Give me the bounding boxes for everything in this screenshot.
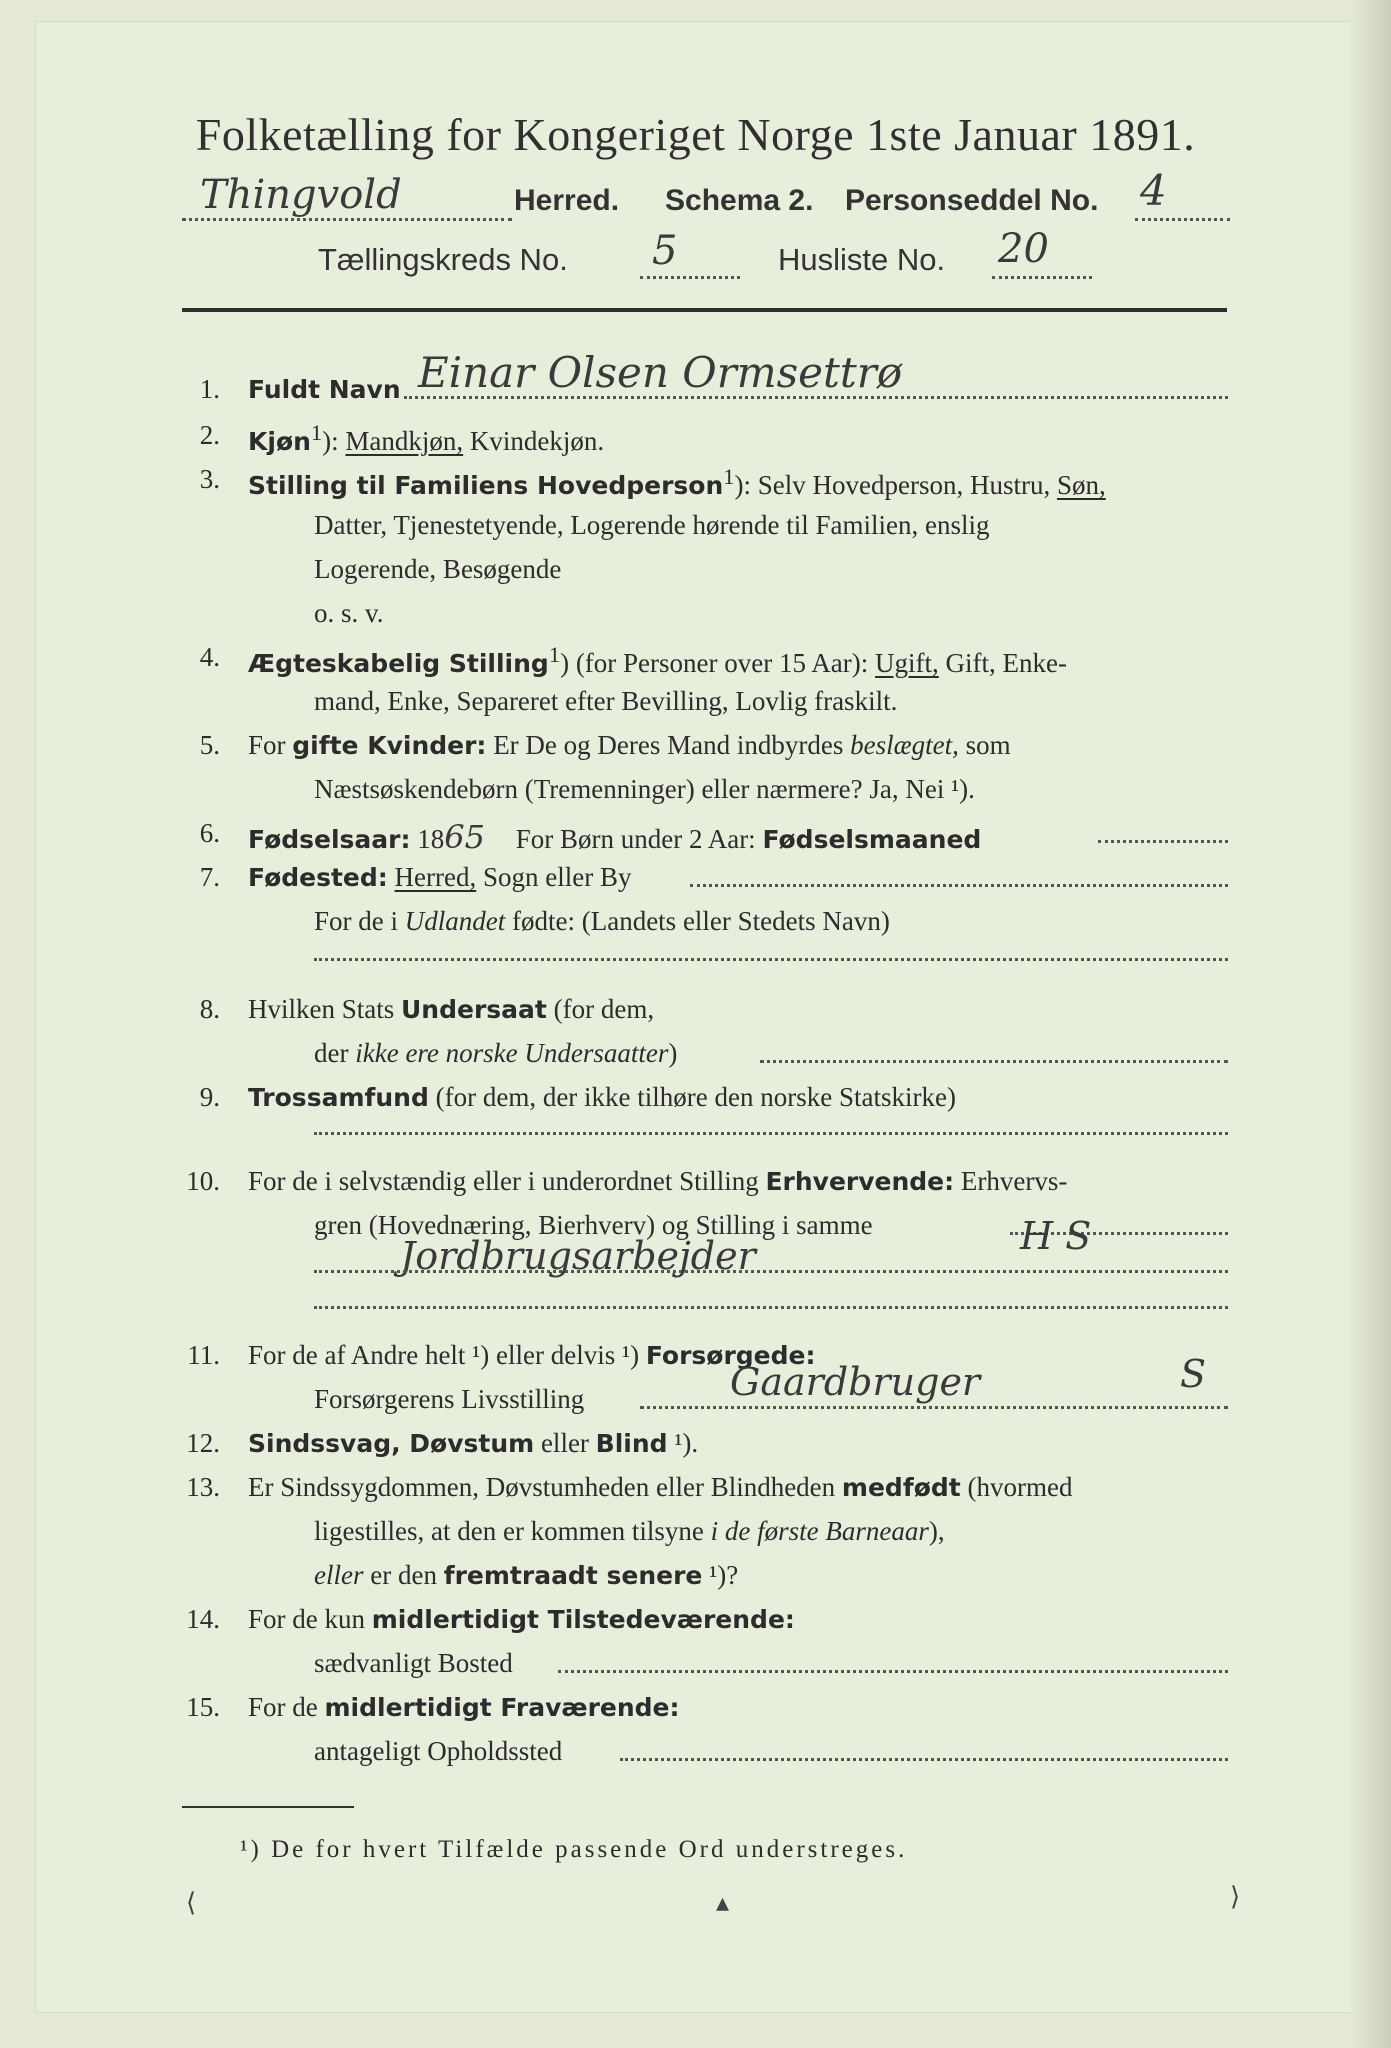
item-3-number: 3. — [199, 464, 220, 494]
item-11-number: 11. — [187, 1340, 220, 1370]
foreign-birthplace-dots — [314, 958, 1228, 961]
item-14-line-2: sædvanligt Bosted — [314, 1648, 513, 1678]
birthplace-dots — [690, 884, 1228, 887]
item-11-line-1: For de af Andre helt ¹) eller delvis ¹) Forsørgede: — [248, 1340, 816, 1370]
item-4-line-1: Ægteskabelig Stilling$^1$) (for Personer over 15 Aar): Ugift, Gift, Enke- — [248, 642, 1067, 678]
gender-selected: Mandkjøn, — [345, 426, 464, 456]
birth-year-value: 65 — [444, 818, 485, 856]
pen-mark-center: ▴ — [716, 1888, 730, 1918]
item-13-number: 13. — [186, 1472, 220, 1502]
item-2-line: Kjøn$^1$): Mandkjøn, Kvindekjøn. — [248, 420, 605, 456]
item-7-line-2: For de i Udlandet fødte: (Landets eller Stedets Navn) — [314, 906, 890, 936]
item-9-number: 9. — [199, 1082, 220, 1112]
marital-selected: Ugift, — [874, 648, 939, 678]
provider-dots — [640, 1406, 1228, 1409]
relation-selected: Søn, — [1057, 470, 1106, 500]
census-sheet — [36, 22, 1351, 2012]
personseddel-value: 4 — [1140, 166, 1167, 215]
whereabouts-dots — [620, 1758, 1228, 1761]
item-3-line-1: Stilling til Familiens Hovedperson$^1$): Selv Hovedperson, Hustru, Søn, — [248, 464, 1106, 500]
kreds-dots — [640, 276, 740, 279]
item-15-line-1: For de midlertidigt Fraværende: — [248, 1692, 680, 1722]
full-name-dots — [404, 396, 1228, 399]
item-12-line: Sindssvag, Døvstum eller Blind ¹). — [248, 1428, 699, 1458]
item-14-line-1: For de kun midlertidigt Tilstedeværende: — [248, 1604, 795, 1634]
birthplace-selected: Herred, — [394, 862, 477, 892]
page-edge — [1351, 0, 1391, 2048]
personseddel-dots — [1135, 218, 1230, 221]
occupation-dots-3 — [314, 1306, 1228, 1309]
item-2-number: 2. — [199, 420, 220, 450]
herred-label: Herred. — [514, 184, 620, 217]
item-9-line: Trossamfund (for dem, der ikke tilhøre den norske Statskirke) — [248, 1082, 956, 1112]
item-14-number: 14. — [186, 1604, 220, 1634]
schema-label: Schema 2. — [665, 184, 814, 217]
item-15-line-2: antageligt Opholdssted — [314, 1736, 563, 1766]
item-5-line-1: For gifte Kvinder: Er De og Deres Mand indbyrdes beslægtet, som — [248, 730, 1011, 760]
herred-value: Thingvold — [200, 172, 402, 218]
pen-mark-right: ⟩ — [1230, 1882, 1241, 1912]
religion-dots — [314, 1132, 1228, 1135]
occupation-mark: H S — [1020, 1214, 1092, 1258]
kreds-label: Tællingskreds No. — [318, 242, 568, 277]
footnote: ¹) De for hvert Tilfælde passende Ord understreges. — [240, 1836, 908, 1863]
item-13-line-3: eller er den fremtraadt senere ¹)? — [314, 1560, 739, 1590]
personseddel-label: Personseddel No. — [845, 184, 1099, 217]
item-11-line-2: Forsørgerens Livsstilling — [314, 1384, 585, 1414]
husliste-value: 20 — [998, 226, 1049, 272]
item-3-line-4: o. s. v. — [314, 598, 384, 628]
item-1-label: Fuldt Navn — [248, 375, 401, 404]
item-3-line-3: Logerende, Besøgende — [314, 554, 562, 584]
item-8-line-1: Hvilken Stats Undersaat (for dem, — [248, 994, 655, 1024]
item-3-line-2: Datter, Tjenestetyende, Logerende hørende til Familien, enslig — [314, 510, 990, 540]
herred-dots — [182, 218, 512, 221]
provider-occupation-mark: S — [1180, 1352, 1207, 1396]
husliste-dots — [992, 276, 1092, 279]
item-13-line-1: Er Sindssygdommen, Døvstumheden eller Blindheden medfødt (hvormed — [248, 1472, 1073, 1502]
full-name-value: Einar Olsen Ormsettrø — [418, 348, 903, 397]
husliste-label: Husliste No. — [778, 242, 946, 277]
item-12-number: 12. — [186, 1428, 220, 1458]
item-10-line-2: gren (Hovednæring, Bierhverv) og Stilling i samme — [314, 1210, 873, 1240]
item-7-line-1: Fødested: Herred, Sogn eller By — [248, 862, 632, 892]
birth-month-dots — [1098, 840, 1228, 843]
header-rule — [182, 308, 1227, 312]
item-6-number: 6. — [199, 818, 220, 848]
item-1-number: 1. — [199, 374, 220, 404]
item-15-number: 15. — [186, 1692, 220, 1722]
item-10-line-1: For de i selvstændig eller i underordnet Stilling Erhvervende: Erhvervs- — [248, 1166, 1068, 1196]
nationality-dots — [760, 1060, 1228, 1063]
occupation-value: Jordbrugsarbejder — [400, 1234, 756, 1278]
item-13-line-2: ligestilles, at den er kommen tilsyne i de første Barneaar), — [314, 1516, 945, 1546]
item-5-line-2: Næstsøskendebørn (Tremenninger) eller nærmere? Ja, Nei ¹). — [314, 774, 975, 804]
pen-mark-left: ⟨ — [186, 1888, 197, 1918]
occupation-dots-2 — [314, 1270, 1228, 1273]
item-6-line: Fødselsaar: 1865 For Børn under 2 Aar: Fødselsmaaned — [248, 818, 982, 856]
item-8-line-2: der ikke ere norske Undersaatter) — [314, 1038, 678, 1068]
item-10-number: 10. — [186, 1166, 220, 1196]
footnote-rule — [182, 1806, 354, 1808]
item-4-number: 4. — [199, 642, 220, 672]
residence-dots — [558, 1670, 1228, 1673]
provider-occupation-value: Gaardbruger — [730, 1360, 981, 1404]
item-5-number: 5. — [199, 730, 220, 760]
item-8-number: 8. — [199, 994, 220, 1024]
kreds-value: 5 — [652, 228, 678, 274]
item-7-number: 7. — [199, 862, 220, 892]
item-4-line-2: mand, Enke, Separeret efter Bevilling, Lovlig fraskilt. — [314, 686, 898, 716]
form-title: Folketælling for Kongeriget Norge 1ste Januar 1891. — [195, 109, 1196, 160]
